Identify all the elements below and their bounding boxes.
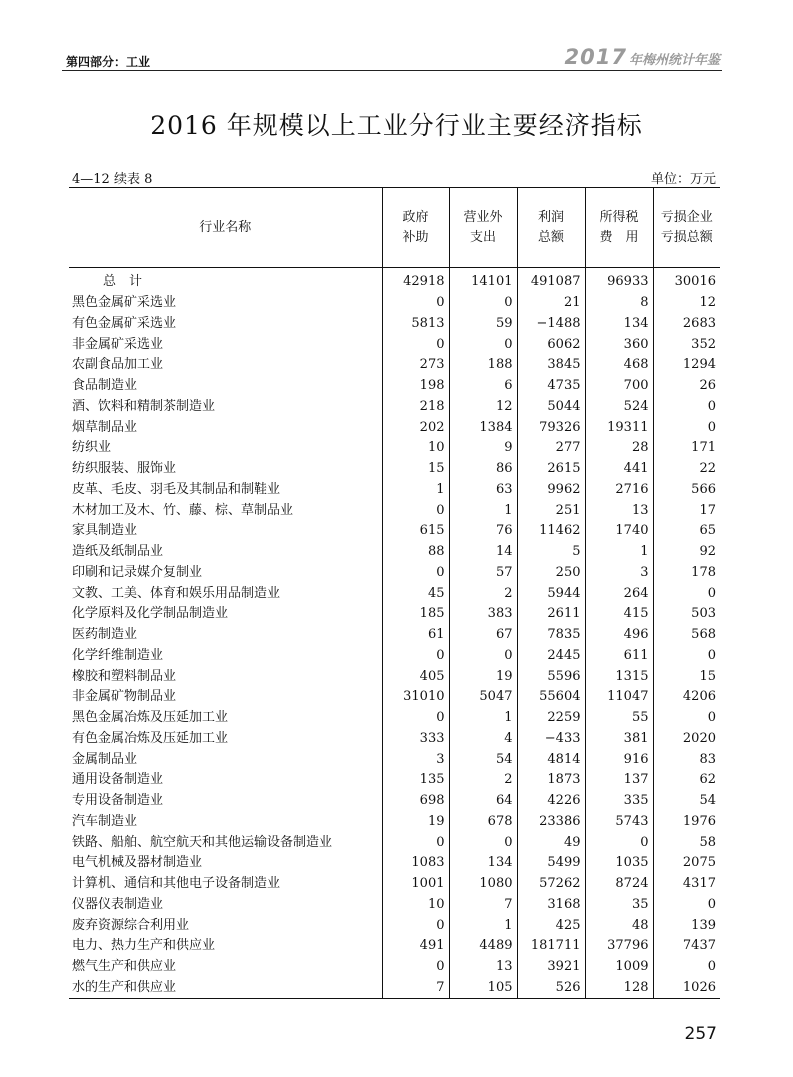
value-cell: 0 <box>653 895 720 916</box>
value-cell: 76 <box>449 521 517 542</box>
industry-name: 化学原料及化学制品制造业 <box>72 606 229 622</box>
value-cell: 12 <box>653 293 720 314</box>
industry-name: 非金属矿物制品业 <box>72 689 177 705</box>
table-row <box>69 355 720 376</box>
industry-name: 化学纤维制造业 <box>72 647 164 663</box>
value-cell: −433 <box>517 729 585 750</box>
table-row <box>69 687 720 708</box>
value-cell: 2020 <box>653 729 720 750</box>
value-cell: 1873 <box>517 770 585 791</box>
industry-name: 医药制造业 <box>72 627 138 643</box>
value-cell: 35 <box>585 895 653 916</box>
value-cell: 0 <box>382 708 449 729</box>
value-cell: 425 <box>517 915 585 936</box>
column-header <box>517 188 585 268</box>
table-row <box>69 438 720 459</box>
value-cell: 352 <box>653 334 720 355</box>
value-cell: 1 <box>382 480 449 501</box>
table-header <box>69 188 720 268</box>
industry-name: 农副食品加工业 <box>72 357 164 373</box>
page-title: 2016 年规模以上工业分行业主要经济指标 <box>150 111 643 140</box>
value-cell: 4226 <box>517 791 585 812</box>
table-row <box>69 812 720 833</box>
value-cell: 198 <box>382 376 449 397</box>
table-code: 4—12 续表 8 <box>72 172 153 187</box>
value-cell: 105 <box>449 978 517 999</box>
column-header-line: 亏损企业 <box>660 209 713 225</box>
table-row <box>69 417 720 438</box>
column-header <box>653 188 720 268</box>
industry-name: 家具制造业 <box>72 523 138 539</box>
value-cell: 568 <box>653 625 720 646</box>
value-cell: 7835 <box>517 625 585 646</box>
value-cell: 698 <box>382 791 449 812</box>
value-cell: 30016 <box>653 268 720 293</box>
value-cell: 31010 <box>382 687 449 708</box>
table-row <box>69 874 720 895</box>
table-row <box>69 604 720 625</box>
table-row <box>69 563 720 584</box>
value-cell: 185 <box>382 604 449 625</box>
value-cell: 49 <box>517 832 585 853</box>
value-cell: 63 <box>449 480 517 501</box>
yearbook-name: 年梅州统计年鉴 <box>628 53 720 68</box>
value-cell: 0 <box>382 500 449 521</box>
value-cell: 188 <box>449 355 517 376</box>
value-cell: 1009 <box>585 957 653 978</box>
industry-name: 有色金属冶炼及压延加工业 <box>72 730 229 746</box>
value-cell: 5 <box>517 542 585 563</box>
table-row <box>69 646 720 667</box>
industry-name: 酒、饮料和精制茶制造业 <box>72 398 216 414</box>
value-cell: −1488 <box>517 314 585 335</box>
industry-name: 印刷和记录媒介复制业 <box>72 564 203 580</box>
value-cell: 273 <box>382 355 449 376</box>
value-cell: 19 <box>382 812 449 833</box>
value-cell: 700 <box>585 376 653 397</box>
value-cell: 88 <box>382 542 449 563</box>
industry-name: 计算机、通信和其他电子设备制造业 <box>72 876 281 892</box>
industry-name: 燃气生产和供应业 <box>72 959 177 975</box>
value-cell: 45 <box>382 583 449 604</box>
value-cell: 277 <box>517 438 585 459</box>
value-cell: 0 <box>382 646 449 667</box>
value-cell: 611 <box>585 646 653 667</box>
value-cell: 7 <box>449 895 517 916</box>
header-row <box>69 188 720 268</box>
value-cell: 55 <box>585 708 653 729</box>
column-header <box>585 188 653 268</box>
column-header-line: 政府 <box>402 209 429 225</box>
industry-name: 通用设备制造业 <box>72 772 164 788</box>
value-cell: 171 <box>653 438 720 459</box>
value-cell: 17 <box>653 500 720 521</box>
value-cell: 14101 <box>449 268 517 293</box>
value-cell: 0 <box>449 293 517 314</box>
value-cell: 58 <box>653 832 720 853</box>
column-header-line: 补助 <box>402 229 429 245</box>
value-cell: 55604 <box>517 687 585 708</box>
yearbook-logo <box>565 45 720 69</box>
table-row <box>69 791 720 812</box>
table-row <box>69 666 720 687</box>
value-cell: 26 <box>653 376 720 397</box>
industry-name: 电气机械及器材制造业 <box>72 855 203 871</box>
value-cell: 59 <box>449 314 517 335</box>
value-cell: 1294 <box>653 355 720 376</box>
value-cell: 2611 <box>517 604 585 625</box>
value-cell: 5596 <box>517 666 585 687</box>
column-header <box>382 188 449 268</box>
value-cell: 0 <box>653 646 720 667</box>
industry-name: 烟草制品业 <box>72 419 138 435</box>
value-cell: 62 <box>653 770 720 791</box>
table-row <box>69 293 720 314</box>
industry-name: 废弃资源综合利用业 <box>72 917 190 933</box>
industry-name: 汽车制造业 <box>72 813 138 829</box>
column-header <box>69 188 382 268</box>
column-header-line: 亏损总额 <box>660 229 713 245</box>
table-row <box>69 376 720 397</box>
column-header-line: 所得税 <box>599 209 639 225</box>
value-cell: 6 <box>449 376 517 397</box>
value-cell: 10 <box>382 438 449 459</box>
value-cell: 135 <box>382 770 449 791</box>
value-cell: 5047 <box>449 687 517 708</box>
value-cell: 1740 <box>585 521 653 542</box>
value-cell: 14 <box>449 542 517 563</box>
value-cell: 57262 <box>517 874 585 895</box>
value-cell: 4489 <box>449 936 517 957</box>
value-cell: 23386 <box>517 812 585 833</box>
industry-name: 铁路、船舶、航空航天和其他运输设备制造业 <box>72 834 333 850</box>
value-cell: 1 <box>449 915 517 936</box>
value-cell: 5044 <box>517 397 585 418</box>
value-cell: 678 <box>449 812 517 833</box>
indicator-table <box>69 187 720 999</box>
value-cell: 61 <box>382 625 449 646</box>
value-cell: 65 <box>653 521 720 542</box>
value-cell: 1035 <box>585 853 653 874</box>
value-cell: 48 <box>585 915 653 936</box>
value-cell: 0 <box>653 708 720 729</box>
value-cell: 83 <box>653 749 720 770</box>
value-cell: 19311 <box>585 417 653 438</box>
value-cell: 3 <box>382 749 449 770</box>
industry-name: 黑色金属矿采选业 <box>72 295 177 311</box>
value-cell: 57 <box>449 563 517 584</box>
column-header-line: 总额 <box>537 229 564 245</box>
table-row <box>69 459 720 480</box>
value-cell: 0 <box>653 583 720 604</box>
section-name: 第四部分：工业 <box>66 55 151 69</box>
table-row <box>69 500 720 521</box>
industry-name: 皮革、毛皮、羽毛及其制品和制鞋业 <box>72 481 281 497</box>
value-cell: 22 <box>653 459 720 480</box>
value-cell: 0 <box>653 417 720 438</box>
value-cell: 1976 <box>653 812 720 833</box>
value-cell: 2259 <box>517 708 585 729</box>
value-cell: 9962 <box>517 480 585 501</box>
table-row <box>69 770 720 791</box>
value-cell: 3168 <box>517 895 585 916</box>
value-cell: 415 <box>585 604 653 625</box>
value-cell: 566 <box>653 480 720 501</box>
value-cell: 11047 <box>585 687 653 708</box>
value-cell: 0 <box>382 563 449 584</box>
value-cell: 0 <box>449 334 517 355</box>
value-cell: 15 <box>653 666 720 687</box>
value-cell: 10 <box>382 895 449 916</box>
industry-name: 专用设备制造业 <box>72 793 164 809</box>
table-row <box>69 314 720 335</box>
value-cell: 3921 <box>517 957 585 978</box>
value-cell: 360 <box>585 334 653 355</box>
value-cell: 405 <box>382 666 449 687</box>
table-row <box>69 957 720 978</box>
industry-name: 文教、工美、体育和娱乐用品制造业 <box>72 585 281 601</box>
industry-name: 造纸及纸制品业 <box>72 544 164 560</box>
value-cell: 4814 <box>517 749 585 770</box>
value-cell: 21 <box>517 293 585 314</box>
value-cell: 1 <box>585 542 653 563</box>
value-cell: 13 <box>449 957 517 978</box>
value-cell: 11462 <box>517 521 585 542</box>
table-row <box>69 915 720 936</box>
value-cell: 1026 <box>653 978 720 999</box>
value-cell: 468 <box>585 355 653 376</box>
industry-name: 木材加工及木、竹、藤、棕、草制品业 <box>72 502 294 518</box>
value-cell: 4206 <box>653 687 720 708</box>
industry-name: 水的生产和供应业 <box>69 978 382 999</box>
value-cell: 28 <box>585 438 653 459</box>
value-cell: 86 <box>449 459 517 480</box>
value-cell: 134 <box>585 314 653 335</box>
value-cell: 335 <box>585 791 653 812</box>
value-cell: 615 <box>382 521 449 542</box>
value-cell: 4 <box>449 729 517 750</box>
value-cell: 2 <box>449 583 517 604</box>
unit-label: 单位：万元 <box>650 172 716 187</box>
value-cell: 2075 <box>653 853 720 874</box>
industry-name: 纺织服装、服饰业 <box>72 461 177 477</box>
table-row <box>69 625 720 646</box>
value-cell: 250 <box>517 563 585 584</box>
value-cell: 139 <box>653 915 720 936</box>
table-row <box>69 397 720 418</box>
value-cell: 1315 <box>585 666 653 687</box>
value-cell: 37796 <box>585 936 653 957</box>
industry-name: 金属制品业 <box>72 751 138 767</box>
value-cell: 19 <box>449 666 517 687</box>
industry-name: 纺织业 <box>72 440 112 456</box>
value-cell: 8724 <box>585 874 653 895</box>
value-cell: 2615 <box>517 459 585 480</box>
value-cell: 5499 <box>517 853 585 874</box>
value-cell: 7437 <box>653 936 720 957</box>
value-cell: 67 <box>449 625 517 646</box>
column-header-line: 利润 <box>537 209 564 225</box>
value-cell: 178 <box>653 563 720 584</box>
value-cell: 1 <box>449 500 517 521</box>
value-cell: 0 <box>585 832 653 853</box>
value-cell: 92 <box>653 542 720 563</box>
industry-name: 非金属矿采选业 <box>72 336 164 352</box>
table-row <box>69 480 720 501</box>
running-header <box>62 44 722 71</box>
value-cell: 1384 <box>449 417 517 438</box>
value-cell: 7 <box>382 978 449 999</box>
table-row <box>69 832 720 853</box>
value-cell: 4317 <box>653 874 720 895</box>
value-cell: 4735 <box>517 376 585 397</box>
value-cell: 0 <box>382 957 449 978</box>
industry-name: 仪器仪表制造业 <box>72 896 164 912</box>
value-cell: 1083 <box>382 853 449 874</box>
value-cell: 9 <box>449 438 517 459</box>
industry-name: 有色金属矿采选业 <box>72 315 177 331</box>
value-cell: 333 <box>382 729 449 750</box>
value-cell: 916 <box>585 749 653 770</box>
value-cell: 134 <box>449 853 517 874</box>
table-row <box>69 978 720 999</box>
table-meta <box>72 168 720 186</box>
value-cell: 0 <box>449 832 517 853</box>
value-cell: 0 <box>382 293 449 314</box>
value-cell: 0 <box>653 397 720 418</box>
value-cell: 441 <box>585 459 653 480</box>
table-row <box>69 583 720 604</box>
table-row <box>69 334 720 355</box>
value-cell: 381 <box>585 729 653 750</box>
value-cell: 181711 <box>517 936 585 957</box>
value-cell: 496 <box>585 625 653 646</box>
value-cell: 137 <box>585 770 653 791</box>
value-cell: 8 <box>585 293 653 314</box>
value-cell: 383 <box>449 604 517 625</box>
column-header-line: 支出 <box>469 229 496 245</box>
industry-name: 橡胶和塑料制品业 <box>72 668 177 684</box>
value-cell: 524 <box>585 397 653 418</box>
column-header-line: 营业外 <box>463 209 503 225</box>
value-cell: 503 <box>653 604 720 625</box>
value-cell: 0 <box>653 957 720 978</box>
value-cell: 3 <box>585 563 653 584</box>
value-cell: 64 <box>449 791 517 812</box>
value-cell: 5743 <box>585 812 653 833</box>
value-cell: 0 <box>382 915 449 936</box>
column-header-line: 行业名称 <box>199 219 252 235</box>
table-row <box>69 708 720 729</box>
industry-name: 黑色金属冶炼及压延加工业 <box>72 710 229 726</box>
column-header-line: 费 用 <box>599 229 639 245</box>
value-cell: 54 <box>653 791 720 812</box>
value-cell: 0 <box>382 832 449 853</box>
value-cell: 5944 <box>517 583 585 604</box>
value-cell: 0 <box>449 646 517 667</box>
table-row <box>69 729 720 750</box>
value-cell: 2716 <box>585 480 653 501</box>
value-cell: 6062 <box>517 334 585 355</box>
value-cell: 96933 <box>585 268 653 293</box>
table-row <box>69 542 720 563</box>
table-row <box>69 853 720 874</box>
total-row <box>69 268 720 293</box>
industry-name: 电力、热力生产和供应业 <box>72 938 216 954</box>
value-cell: 202 <box>382 417 449 438</box>
value-cell: 2 <box>449 770 517 791</box>
value-cell: 12 <box>449 397 517 418</box>
value-cell: 2683 <box>653 314 720 335</box>
industry-name: 食品制造业 <box>72 378 138 394</box>
table-row <box>69 521 720 542</box>
value-cell: 491087 <box>517 268 585 293</box>
value-cell: 526 <box>517 978 585 999</box>
value-cell: 0 <box>382 334 449 355</box>
table-row <box>69 895 720 916</box>
value-cell: 79326 <box>517 417 585 438</box>
value-cell: 13 <box>585 500 653 521</box>
page-number: 257 <box>684 1024 717 1044</box>
table-row <box>69 936 720 957</box>
yearbook-year: 2017 <box>564 45 627 69</box>
value-cell: 1080 <box>449 874 517 895</box>
value-cell: 3845 <box>517 355 585 376</box>
value-cell: 54 <box>449 749 517 770</box>
value-cell: 1 <box>449 708 517 729</box>
value-cell: 15 <box>382 459 449 480</box>
value-cell: 1001 <box>382 874 449 895</box>
industry-name: 总 计 <box>103 274 143 290</box>
value-cell: 5813 <box>382 314 449 335</box>
value-cell: 2445 <box>517 646 585 667</box>
table-row <box>69 749 720 770</box>
column-header <box>449 188 517 268</box>
value-cell: 218 <box>382 397 449 418</box>
table-body <box>69 268 720 999</box>
value-cell: 491 <box>382 936 449 957</box>
value-cell: 251 <box>517 500 585 521</box>
value-cell: 128 <box>585 978 653 999</box>
value-cell: 264 <box>585 583 653 604</box>
value-cell: 42918 <box>382 268 449 293</box>
